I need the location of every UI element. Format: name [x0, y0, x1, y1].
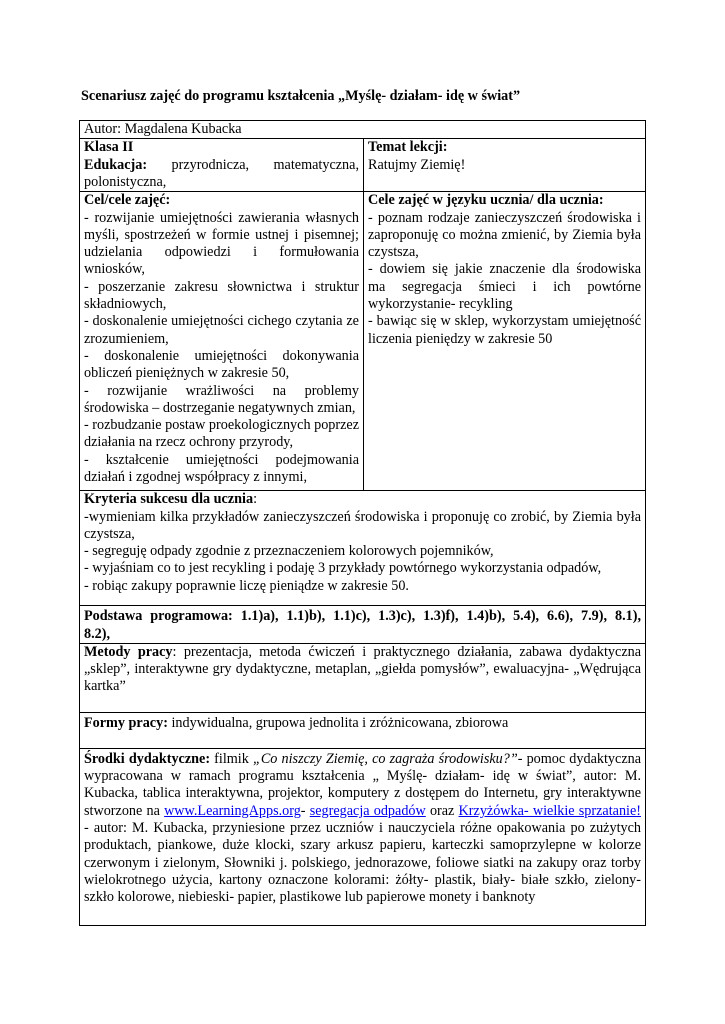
- materials-text-2: - pomoc dydaktyczna wypracowana w ramach programu kształcenia „ Myślę- działam- idę w świat”, autor: M. Kubacka, tablica interaktywna, projektor, komputery z dostępem do Internetu, gry interaktywne stworzone na: [84, 750, 642, 819]
- forms-cell: [80, 712, 646, 748]
- materials-text-4: oraz: [425, 802, 459, 819]
- criteria-item: - segreguję odpady zgodnie z przeznaczeniem kolorowych pojemników,: [84, 543, 494, 560]
- materials-cell: [80, 748, 646, 925]
- materials-text-5: - autor: M. Kubacka, przyniesione przez uczniów i nauczyciela różne opakowania po zużytych produktach, piankowe, duże klocki, szary arkusz papieru, karteczki samoprzylepne w kolorze czerwonym i zielonym, Słowniki j. polskiego, jednorazowe, foliowe siatki na zakupy oraz torby wielokrotnego użycia, kartony oznaczone kolorami: żółty- plastik, biały- białe szkło, zielony- szkło kolorowe, niebieski- papier, plastikowe lub papierowe monety i banknoty: [84, 820, 641, 906]
- student-goal-item: - bawiąc się w sklep, wykorzystam umiejętność liczenia pieniędzy w zakresie 50: [368, 313, 641, 347]
- goal-item: - poszerzanie zakresu słownictwa i struktur składniowych,: [84, 278, 359, 313]
- materials-label: Środki dydaktyczne:: [84, 750, 211, 767]
- goals-cell: [80, 192, 364, 491]
- goal-item: - rozwijanie wrażliwości na problemy środowiska – dostrzeganie negatywnych zmian,: [84, 382, 359, 416]
- student-goals-heading: Cele zajęć w języku ucznia/ dla ucznia:: [368, 192, 604, 209]
- class-heading: Klasa II: [84, 139, 134, 156]
- curriculum-line-2: 8.2),: [84, 625, 111, 642]
- methods-label: Metody pracy: [84, 643, 173, 660]
- student-goal-item: - poznam rodzaje zanieczyszczeń środowiska i zaproponuję co można zmienić, by Ziemia była czystsza,: [368, 209, 641, 261]
- materials-row: [80, 748, 646, 925]
- curriculum-line-1: Podstawa programowa: 1.1)a), 1.1)b), 1.1)c), 1.3)c), 1.3)f), 1.4)b), 5.4), 6.6), 7.9), 8.1),: [84, 608, 641, 625]
- goal-item: - rozbudzanie postaw proekologicznych poprzez działania na rzecz ochrony przyrody,: [84, 417, 359, 451]
- criteria-heading: Kryteria sukcesu dla ucznia: [84, 491, 254, 508]
- criteria-row: [80, 491, 646, 606]
- materials-text-3: -: [300, 802, 310, 819]
- forms-label: Formy pracy:: [84, 714, 168, 731]
- curriculum-row: [80, 606, 646, 644]
- education-text: przyrodnicza, matematyczna, polonistyczna,: [84, 156, 359, 190]
- goals-row: [80, 192, 646, 491]
- goals-heading: Cel/cele zajęć:: [84, 192, 171, 209]
- criteria-item: -wymieniam kilka przykładów zanieczyszczeń środowiska i proponuję co zrobić, by Ziemia była czystsza,: [84, 508, 641, 542]
- criteria-item: - wyjaśniam co to jest recykling i podaję 3 przykłady powtórnego wykorzystania odpadów,: [84, 560, 602, 577]
- goal-item: - kształcenie umiejętności podejmowania działań i zgodnej współpracy z innymi,: [84, 451, 359, 486]
- topic-text: Ratujmy Ziemię!: [368, 156, 466, 173]
- topic-heading: Temat lekcji:: [368, 139, 448, 156]
- methods-text: : prezentacja, metoda ćwiczeń i praktycznego działania, zabawa dydaktyczna „sklep”, interaktywne gry dydaktyczne, metaplan, „giełda pomysłów”, ewaluacyjna- „Wędrująca kartka”: [84, 643, 642, 695]
- education-label: Edukacja:: [84, 156, 148, 173]
- page-title: Scenariusz zajęć do programu kształcenia „Myślę- działam- idę w świat”: [81, 88, 521, 104]
- goal-item: - doskonalenie umiejętności cichego czytania ze zrozumieniem,: [84, 313, 359, 347]
- author-cell: Autor: Magdalena Kubacka: [80, 121, 646, 139]
- learningapps-link[interactable]: www.LearningApps.org: [164, 802, 301, 819]
- topic-cell: [364, 139, 646, 192]
- author-row: [80, 121, 646, 139]
- methods-row: [80, 643, 646, 712]
- curriculum-cell: [80, 606, 646, 644]
- student-goal-item: - dowiem się jakie znaczenie dla środowiska ma segregacja śmieci i ich powtórne wykorzystanie- recykling: [368, 261, 641, 313]
- materials-text-1: filmik: [210, 750, 253, 767]
- student-goals-cell: [364, 192, 646, 491]
- forms-text: indywidualna, grupowa jednolita i zróżnicowana, zbiorowa: [167, 714, 509, 731]
- criteria-item: - robiąc zakupy poprawnie liczę pieniądze w zakresie 50.: [84, 577, 409, 594]
- criteria-colon: :: [253, 491, 258, 508]
- goal-item: - rozwijanie umiejętności zawierania własnych myśli, spostrzeżeń w formie ustnej i pisemnej; udzielania odpowiedzi i formułowania wniosków,: [84, 209, 359, 278]
- methods-cell: [80, 643, 646, 712]
- criteria-cell: [80, 491, 646, 606]
- lesson-plan-table: [79, 120, 646, 926]
- forms-row: [80, 712, 646, 748]
- goal-item: - doskonalenie umiejętności dokonywania obliczeń pieniężnych w zakresie 50,: [84, 347, 359, 382]
- film-title: „Co niszczy Ziemię, co zagraża środowisku?”: [252, 750, 518, 767]
- class-cell: [80, 139, 364, 192]
- class-topic-row: [80, 139, 646, 192]
- segregation-game-link[interactable]: segregacja odpadów: [309, 802, 426, 819]
- crossword-game-link[interactable]: Krzyżówka- wielkie sprzatanie!: [458, 802, 642, 819]
